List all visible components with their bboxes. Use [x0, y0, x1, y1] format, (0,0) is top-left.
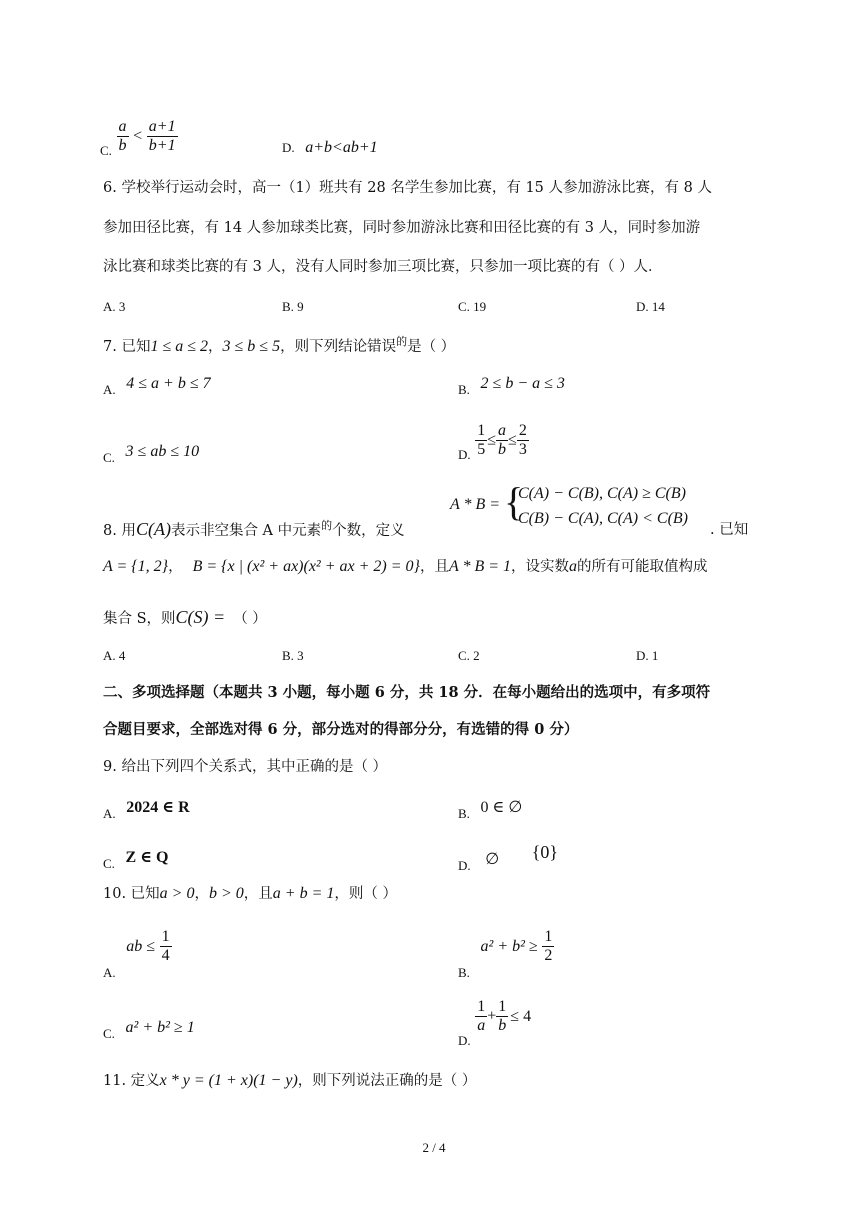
- page-number: 2 / 4: [422, 1140, 446, 1155]
- q7-option-c: C. 3 ≤ ab ≤ 10: [103, 443, 200, 465]
- q5-option-d: D. a+b<ab+1: [282, 139, 378, 156]
- q7-option-b: B. 2 ≤ b − a ≤ 3: [458, 375, 565, 397]
- section-heading-line1: 二、多项选择题（本题共 3 小题，每小题 6 分，共 18 分．在每小题给出的选项中，有多项符: [103, 684, 711, 701]
- q7-stem: 7. 已知1 ≤ a ≤ 2，3 ≤ b ≤ 5，则下列结论错误$^的$是（ ）: [103, 335, 456, 355]
- q9-option-c: C. Z ∈ Q: [103, 849, 169, 871]
- q9-stem: 9. 给出下列四个关系式，其中正确的是（ ）: [103, 759, 388, 775]
- q6-option-a: A. 3: [103, 299, 126, 314]
- q6-option-b: B. 9: [282, 299, 304, 314]
- q8-stem-line1: 8. 用C(A)表示非空集合 A 中元素$^的$个数，定义: [103, 518, 405, 539]
- q8-stem-line2: A = {1, 2}， B = {x | (x² + ax)(x² + ax + 2) = 0}，且A * B = 1，设实数a的所有可能取值构成: [103, 558, 708, 575]
- q9-option-b: B. 0 ∈ ∅: [458, 799, 523, 821]
- q10-option-a: A. ab ≤ $\frac{1}{4}$: [103, 928, 170, 980]
- option-label: C.: [100, 142, 112, 158]
- q8-brace: {: [504, 479, 524, 524]
- option-label: D.: [282, 140, 295, 155]
- section-heading-line2: 合题目要求，全部选对得 6 分，部分选对的得部分分，有选错的得 0 分）: [103, 721, 579, 738]
- q5-option-c: C. $\frac{a}{b}$ < $\frac{a+1}{b+1}$: [100, 118, 176, 158]
- q7-option-d: D. $\frac{1}{5}$ ≤ $\frac{a}{b}$ ≤ $\frac{2}{3}$: [458, 422, 527, 462]
- q6-stem-line1: 6. 学校举行运动会时，高一（1）班共有 28 名学生参加比赛，有 15 人参加游泳比赛，有 8 人: [103, 180, 712, 196]
- q8-case-2: C(B) − C(A), C(A) < C(B): [518, 510, 688, 527]
- q8-option-c: C. 2: [458, 648, 480, 663]
- q8-option-a: A. 4: [103, 648, 126, 663]
- q6-stem-line3: 泳比赛和球类比赛的有 3 人，没有人同时参加三项比赛，只参加一项比赛的有（ ）人．: [103, 259, 663, 275]
- q8-case-1: C(A) − C(B), C(A) ≥ C(B): [518, 485, 686, 502]
- q6-option-c: C. 19: [458, 299, 487, 314]
- q10-stem: 10. 已知a > 0，b > 0，且a + b = 1，则（ ）: [103, 885, 397, 902]
- q8-stem-line3: 集合 S，则C(S) = （ ）: [103, 607, 267, 627]
- q10-option-d: D. $\frac{1}{a}$ + $\frac{1}{b}$ ≤ 4: [458, 998, 532, 1048]
- q6-option-d: D. 14: [636, 299, 665, 314]
- fraction: $\frac{a+1}{b+1}$: [148, 118, 176, 154]
- fraction: $\frac{a}{b}$: [118, 118, 127, 154]
- q9-option-a: A. 2024 ∈ R: [103, 799, 190, 821]
- q6-stem-line2: 参加田径比赛，有 14 人参加球类比赛，同时参加游泳比赛和田径比赛的有 3 人，同时参加游: [103, 220, 701, 236]
- q8-option-d: D. 1: [636, 648, 659, 663]
- q10-option-c: C. a² + b² ≥ 1: [103, 1019, 195, 1041]
- q10-option-b: B. a² + b² ≥ $\frac{1}{2}$: [458, 928, 553, 980]
- q9-option-d: D. ∅ {0}: [458, 842, 559, 873]
- q11-stem: 11. 定义x * y = (1 + x)(1 − y)，则下列说法正确的是（ ）: [103, 1072, 477, 1089]
- q8-known: . 已知: [710, 522, 749, 538]
- q7-option-a: A. 4 ≤ a + b ≤ 7: [103, 375, 211, 397]
- q8-option-b: B. 3: [282, 648, 304, 663]
- q8-definition-lhs: A * B =: [450, 496, 501, 513]
